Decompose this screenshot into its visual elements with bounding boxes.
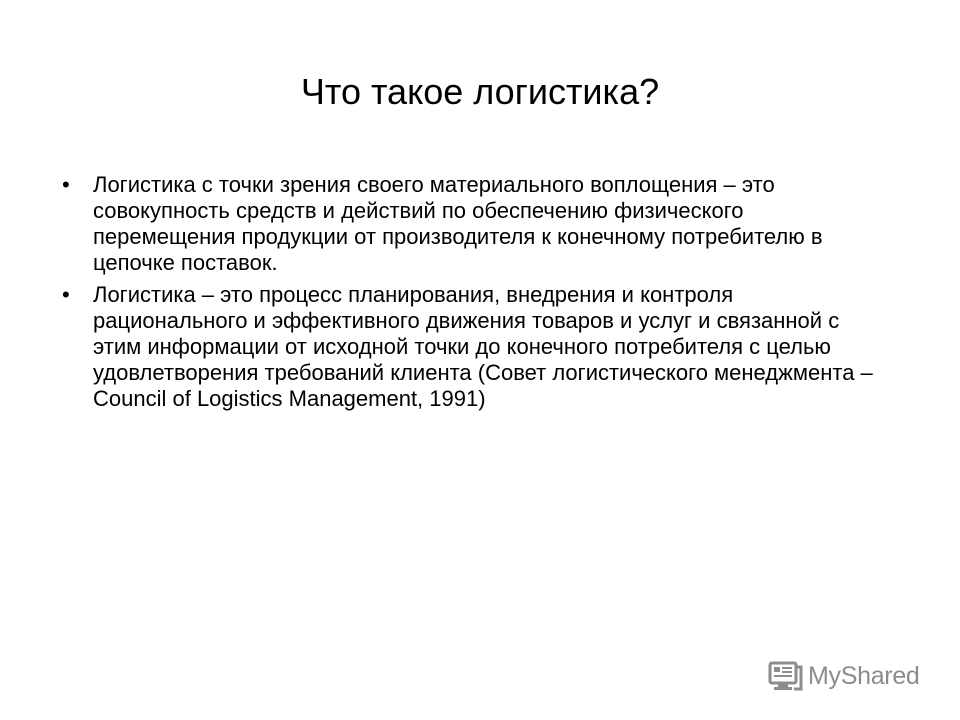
- myshared-watermark: [766, 656, 926, 696]
- bullet-marker: •: [62, 172, 70, 197]
- myshared-logo-icon: [766, 657, 804, 695]
- bullet-text: Логистика с точки зрения своего материального воплощения – это совокупность средств и действий по обеспечению физического перемещения продукции от производителя к конечному потребителю в цепочке поставок.: [93, 172, 823, 275]
- bullet-marker: •: [62, 282, 70, 307]
- bullet-item: [62, 282, 892, 412]
- bullet-list: [62, 172, 892, 418]
- bullet-text: Логистика – это процесс планирования, внедрения и контроля рационального и эффективного движения товаров и услуг и связанной с этим информации от исходной точки до конечного потребителя с целью удовлетворения требований клиента (Совет логистического менеджмента – Council of Logistics Management, 1991): [93, 282, 873, 411]
- slide-title: Что такое логистика?: [300, 71, 660, 112]
- watermark-text: MyShared: [808, 662, 920, 690]
- bullet-item: [62, 172, 892, 276]
